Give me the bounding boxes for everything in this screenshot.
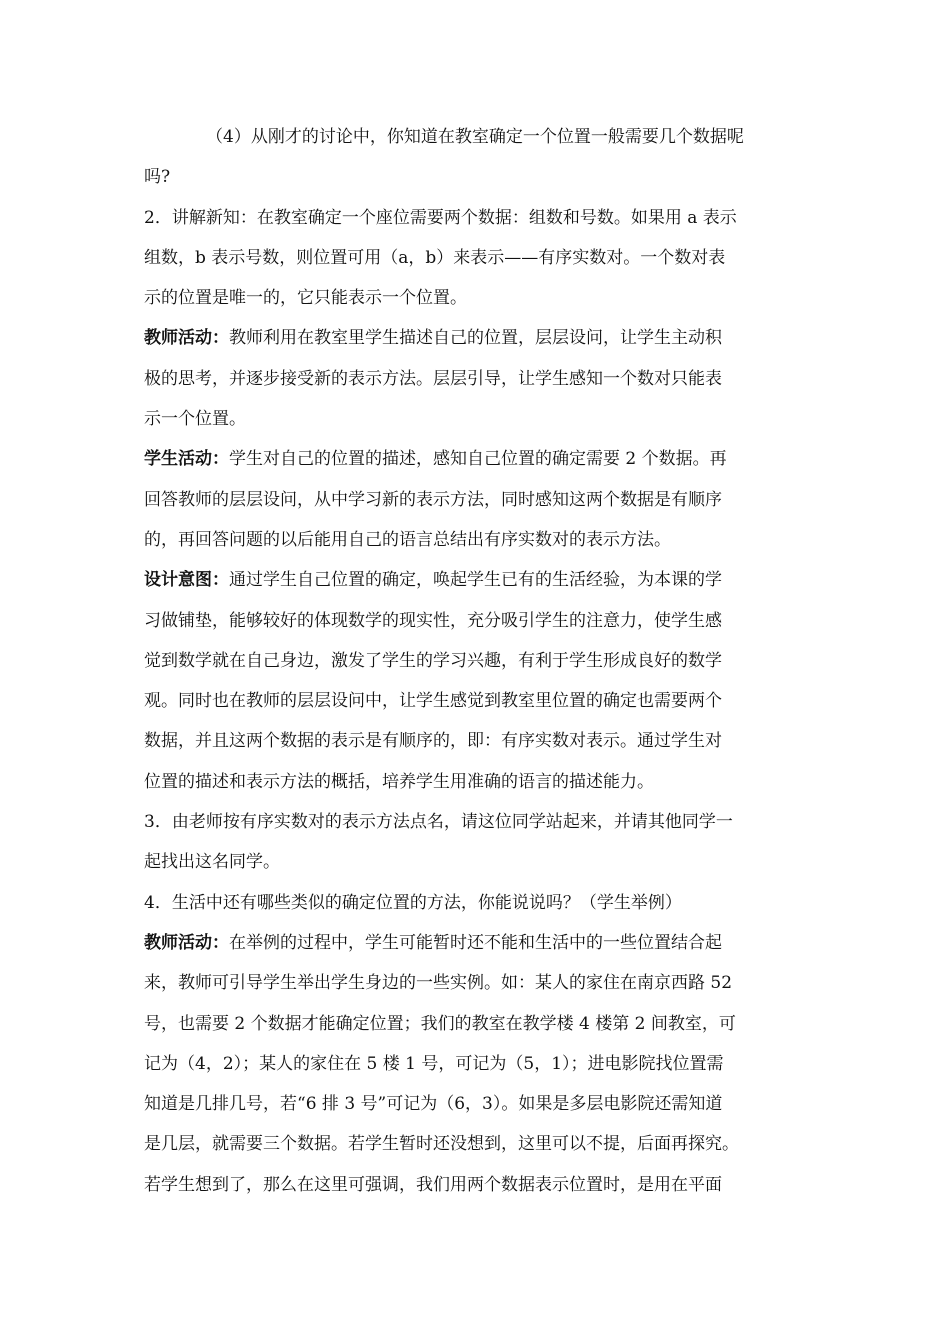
text-line: 是几层，就需要三个数据。若学生暂时还没想到，这里可以不提，后面再探究。 — [144, 1134, 739, 1155]
text-line: 习做铺垫，能够较好的体现数学的现实性，充分吸引学生的注意力，使学生感 — [144, 610, 722, 631]
paragraph-teacher-activity-1 — [144, 318, 820, 439]
text-line: 来，教师可引导学生举出学生身边的一些实例。如：某人的家住在南京西路 52 — [144, 973, 733, 994]
text-line: 示的位置是唯一的，它只能表示一个位置。 — [144, 288, 467, 309]
text-line: 号，也需要 2 个数据才能确定位置；我们的教室在教学楼 4 楼第 2 间教室，可 — [144, 1013, 736, 1034]
text-line: 觉到数学就在自己身边，激发了学生的学习兴趣，有利于学生形成良好的数学 — [144, 650, 722, 671]
section-lead-label: 教师活动： — [144, 932, 229, 953]
document-page — [144, 117, 820, 1205]
text-line: 极的思考，并逐步接受新的表示方法。层层引导，让学生感知一个数对只能表 — [144, 368, 722, 389]
section-lead-label: 教师活动： — [144, 328, 229, 349]
text-line: 示一个位置。 — [144, 409, 246, 430]
text-line: 起找出这名同学。 — [144, 852, 280, 873]
text-line: 教师利用在教室里学生描述自己的位置，层层设问，让学生主动积 — [229, 328, 722, 349]
text-line: 3．由老师按有序实数对的表示方法点名，请这位同学站起来，并请其他同学一 — [144, 812, 733, 833]
paragraph-step-4 — [144, 883, 820, 923]
text-line: 4．生活中还有哪些类似的确定位置的方法，你能说说吗？（学生举例） — [144, 892, 682, 913]
text-line: 数据，并且这两个数据的表示是有顺序的，即：有序实数对表示。通过学生对 — [144, 731, 722, 752]
text-line: 观。同时也在教师的层层设问中，让学生感觉到教室里位置的确定也需要两个 — [144, 691, 722, 712]
section-lead-label: 设计意图： — [144, 570, 229, 591]
paragraph-new-knowledge — [144, 198, 820, 319]
text-line: 的，再回答问题的以后能用自己的语言总结出有序实数对的表示方法。 — [144, 529, 671, 550]
text-line: 学生对自己的位置的描述，感知自己位置的确定需要 2 个数据。再 — [229, 449, 727, 470]
text-line: 若学生想到了，那么在这里可强调，我们用两个数据表示位置时，是用在平面 — [144, 1174, 722, 1195]
paragraph-design-intent — [144, 560, 820, 802]
text-line: 位置的描述和表示方法的概括，培养学生用准确的语言的描述能力。 — [144, 771, 654, 792]
section-lead-label: 学生活动： — [144, 449, 229, 470]
text-line: （4）从刚才的讨论中，你知道在教室确定一个位置一般需要几个数据呢 — [206, 127, 744, 147]
text-line: 组数，b 表示号数，则位置可用（a，b）来表示——有序实数对。一个数对表 — [144, 247, 726, 268]
text-line: 记为（4，2）；某人的家住在 5 楼 1 号，可记为（5，1）；进电影院找位置需 — [144, 1053, 724, 1074]
paragraph-student-activity — [144, 439, 820, 560]
text-line: 通过学生自己位置的确定，唤起学生已有的生活经验，为本课的学 — [229, 570, 722, 591]
paragraph-question-4 — [144, 117, 820, 198]
text-line: 在举例的过程中，学生可能暂时还不能和生活中的一些位置结合起 — [229, 932, 722, 953]
text-line: 知道是几排几号，若“6 排 3 号”可记为（6，3）。如果是多层电影院还需知道 — [144, 1094, 723, 1115]
text-line: 回答教师的层层设问，从中学习新的表示方法，同时感知这两个数据是有顺序 — [144, 489, 722, 510]
paragraph-teacher-activity-2 — [144, 923, 820, 1205]
text-line: 2．讲解新知：在教室确定一个座位需要两个数据：组数和号数。如果用 a 表示 — [144, 207, 737, 228]
paragraph-step-3 — [144, 802, 820, 883]
text-line: 吗? — [144, 167, 171, 188]
